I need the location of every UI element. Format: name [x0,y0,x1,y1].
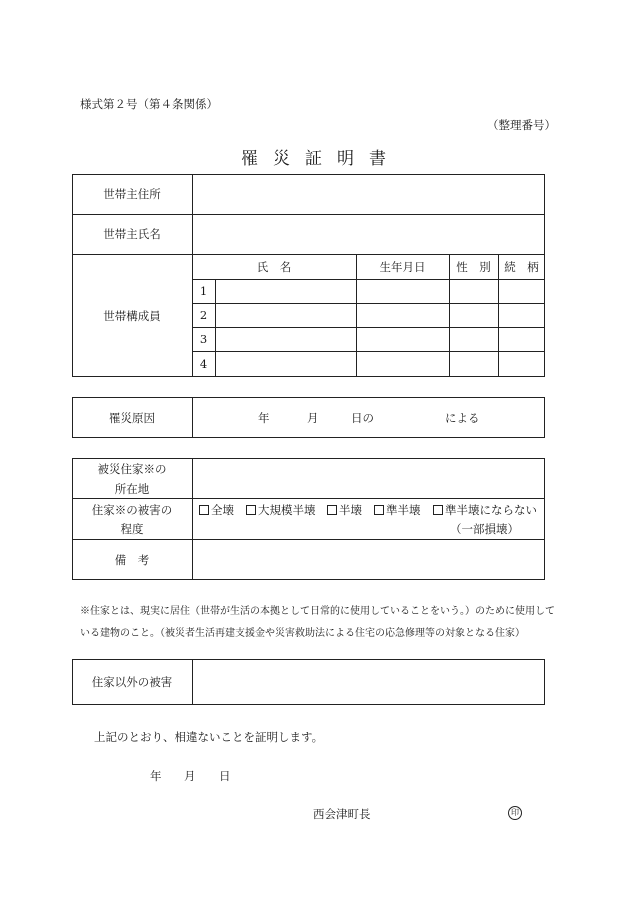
damage-label-2: 程度 [120,522,144,536]
cause-day: 日の [351,411,374,425]
members-label: 世帯構成員 [103,308,161,323]
checkbox-icon [433,505,443,515]
cause-label: 罹災原因 [109,410,155,425]
damage-option-partial[interactable]: 準半壊にならない [433,502,537,518]
checkbox-icon [199,505,209,515]
head-name-field[interactable] [193,215,544,254]
head-address-label: 世帯主住所 [103,187,161,201]
cause-month: 月 [307,411,319,425]
member-name-field[interactable] [216,304,356,327]
residence-location-label-2: 所在地 [114,482,150,496]
residence-location-field[interactable] [193,459,544,498]
form-number: 様式第２号（第４条関係） [80,97,218,111]
checkbox-icon [327,505,337,515]
partial-damage-note: （一部損壊） [450,522,519,536]
residence-location-label-1: 被災住家※の [97,462,167,476]
column-name: 氏 名 [256,259,292,274]
damage-option-full[interactable]: 全壊 [199,502,234,518]
head-address-field[interactable] [193,175,544,214]
remarks-field[interactable] [193,540,544,579]
column-birthdate: 生年月日 [379,259,426,274]
other-damage-field[interactable] [193,660,544,704]
column-relationship: 続 柄 [504,259,539,274]
damage-option-large-half[interactable]: 大規模半壊 [246,502,316,518]
checkbox-icon [374,505,384,515]
issuer-name: 西会津町長 [313,807,371,821]
member-row-number: 4 [199,357,208,371]
member-row-number: 2 [199,308,208,322]
certification-month: 月 [184,769,196,783]
member-name-field[interactable] [216,328,356,351]
damage-option-half[interactable]: 半壊 [327,502,362,518]
column-gender: 性 別 [456,259,491,274]
seal-mark: 印 [508,806,522,820]
footnote-line-1: ※住家とは、現実に居住（世帯が生活の本拠として日常的に使用していることをいう。）のために使用して [80,606,555,617]
member-name-field[interactable] [216,352,356,376]
certification-day: 日 [219,769,231,783]
member-row-number: 3 [199,332,208,346]
damage-label-1: 住家※の被害の [91,503,173,517]
reference-number-label: （整理番号） [487,118,556,132]
damage-option-semi-half[interactable]: 準半壊 [374,502,421,518]
cause-year: 年 [258,411,270,425]
remarks-label: 備 考 [114,552,150,567]
page-title: 罹災証明書 [241,148,401,169]
head-name-label: 世帯主氏名 [103,227,161,241]
other-damage-label: 住家以外の被害 [91,675,173,689]
certification-statement: 上記のとおり、相違ないことを証明します。 [94,730,324,744]
checkbox-icon [246,505,256,515]
footnote-line-2: いる建物のこと。（被災者生活再建支援金や災害救助法による住宅の応急修理等の対象となる住家） [80,628,525,639]
member-row-number: 1 [199,284,208,298]
certification-year: 年 [150,769,162,783]
cause-by: による [445,411,480,425]
member-name-field[interactable] [216,280,356,303]
